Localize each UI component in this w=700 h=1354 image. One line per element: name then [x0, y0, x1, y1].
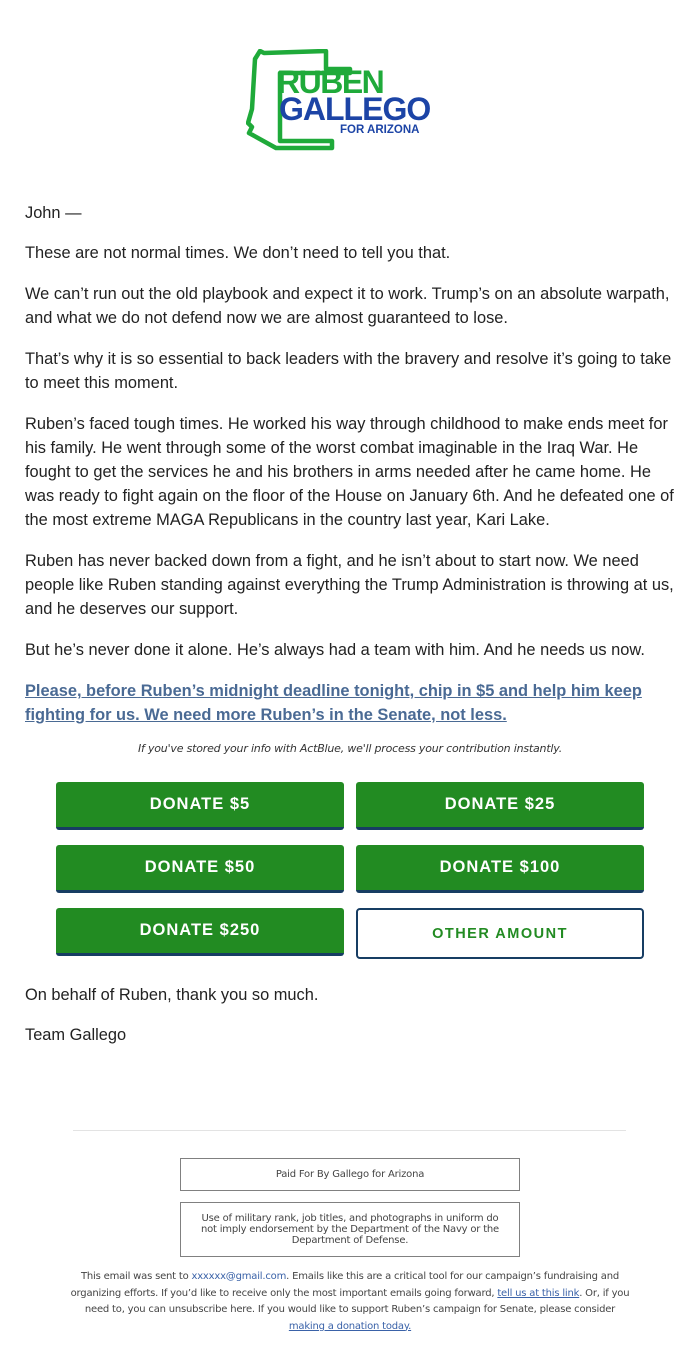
footer-sent-middle: . Emails like this are a critical tool for our campaign’s fundraising and organizing efforts. If you’d like to receive only the most important emails going forward,	[70, 1271, 619, 1299]
cta-donate-link[interactable]: Please, before Ruben’s midnight deadline tonight, chip in $5 and help him keep fighting for us. We need more Ruben’s in the Senate, not less.	[25, 682, 642, 724]
greeting: John —	[25, 204, 82, 222]
paragraph-1: These are not normal times. We don’t need to tell you that.	[25, 244, 451, 262]
donate-250-button[interactable]: DONATE $250	[56, 908, 344, 956]
closing-line: On behalf of Ruben, thank you so much.	[25, 986, 319, 1004]
donate-50-button[interactable]: DONATE $50	[56, 845, 344, 893]
signature: Team Gallego	[25, 1026, 127, 1044]
donate-100-button[interactable]: DONATE $100	[356, 845, 644, 893]
other-amount-button[interactable]: OTHER AMOUNT	[356, 908, 644, 959]
email-body	[25, 201, 680, 744]
paragraph-5: Ruben has never backed down from a fight, and he isn’t about to start now. We need people like Ruben standing against everything the Trump Administration is throwing at us, and he deserves our support.	[25, 552, 674, 618]
footer-text	[70, 1269, 630, 1335]
military-disclaimer-box: Use of military rank, job titles, and photographs in uniform do not imply endorsement by the Department of the Navy or the Department of Defense.	[180, 1202, 520, 1257]
logo-line-ruben: RUBEN	[277, 64, 384, 100]
arizona-outline-icon	[246, 49, 446, 151]
paid-for-box: Paid For By Gallego for Arizona	[180, 1158, 520, 1191]
campaign-logo	[246, 49, 446, 151]
logo-line-for-arizona: FOR ARIZONA	[340, 124, 420, 136]
preferences-link[interactable]: tell us at this link	[497, 1287, 580, 1299]
donate-25-button[interactable]: DONATE $25	[356, 782, 644, 830]
footer-sent-after: . Or, if you need to, you can unsubscribe here. If you would like to support Ruben’s campaign for Senate, please consider	[84, 1287, 630, 1315]
paragraph-3: That’s why it is so essential to back leaders with the bravery and resolve it’s going to take to meet this moment.	[25, 350, 672, 392]
recipient-email: xxxxxx@gmail.com	[191, 1271, 287, 1282]
donate-5-button[interactable]: DONATE $5	[56, 782, 344, 830]
logo-line-gallego: GALLEGO	[279, 91, 431, 127]
paragraph-2: We can’t run out the old playbook and expect it to work. Trump’s on an absolute warpath, and what we do not defend now we are almost guaranteed to lose.	[25, 285, 670, 327]
footer-sent-prefix: This email was sent to	[81, 1271, 192, 1282]
footer-divider	[73, 1130, 626, 1131]
paragraph-6: But he’s never done it alone. He’s always had a team with him. And he needs us now.	[25, 641, 645, 659]
paragraph-4: Ruben’s faced tough times. He worked his way through childhood to make ends meet for his family. He went through some of the worst combat imaginable in the Iraq War. He fought to get the services he and his brothers in arms needed after he came home. He was ready to fight again on the floor of the House on January 6th. And he defeated one of the most extreme MAGA Republicans in the country last year, Kari Lake.	[25, 415, 674, 529]
actblue-note: If you've stored your info with ActBlue, we'll process your contribution instantly.	[137, 742, 563, 755]
donation-link[interactable]: making a donation today.	[288, 1320, 412, 1332]
